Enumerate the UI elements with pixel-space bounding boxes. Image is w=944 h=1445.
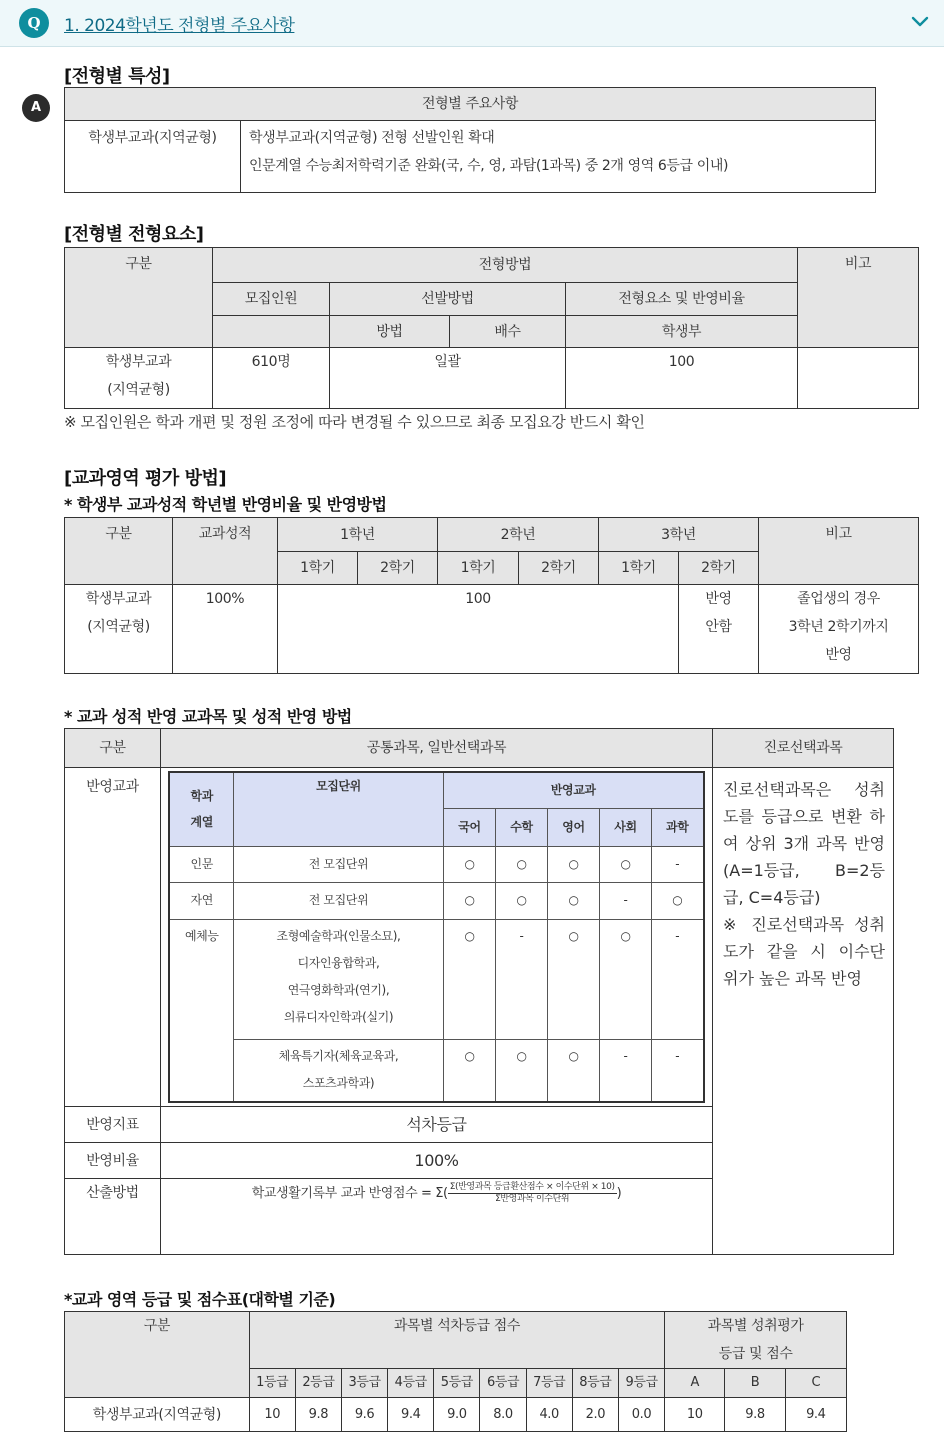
grade-score-table [64,1311,847,1432]
col-gubun-4: 구분 [65,729,161,768]
career-line: 진로선택과목은 성취 [723,780,885,799]
score-cell: 9.4 [785,1398,846,1432]
year-ratio-table [64,517,919,674]
subject-english: 영어 [547,808,599,846]
section4-heading: * 교과 성적 반영 교과목 및 성적 반영 방법 [64,707,352,726]
unit-arts-4: 의류디자인학과(실기) [283,1009,394,1024]
field-humanities: 인문 [169,846,233,882]
unit-natural: 전 모집단위 [233,882,443,919]
excluded-1: 반영 [705,591,732,607]
col-elements: 전형요소 및 반영비율 [566,283,798,316]
year3: 3학년 [599,518,759,552]
col-ach-1: 과목별 성취평가 [707,1318,804,1334]
row-label-1: 학생부교과 [85,591,152,607]
section5-heading: *교과 영역 등급 및 점수표(대학별 기준) [64,1290,336,1309]
recruit-value: 610명 [213,348,330,409]
feature-header: 전형별 주요사항 [65,88,876,121]
grade-header: 7등급 [526,1369,572,1398]
feature-line-2: 인문계열 수능최저학력기준 완화(국, 수, 영, 과탐(1과목) 중 2개 영역 6등급 이내) [249,158,729,174]
col-career: 진로선택과목 [713,729,894,768]
subject-korean: 국어 [443,808,495,846]
index-value: 석차등급 [161,1107,713,1143]
subject-math: 수학 [495,808,547,846]
col-method: 전형방법 [213,248,798,283]
grades-value: 100% [173,585,278,674]
col-multiple: 배수 [450,316,566,348]
mark: - [599,1039,651,1102]
record-value: 100 [566,348,798,409]
score-cell: 10 [665,1398,725,1432]
subject-social: 사회 [599,808,651,846]
mark: ○ [443,1039,495,1102]
grade-header: C [785,1369,846,1398]
grade-header: 6등급 [480,1369,526,1398]
grade-header: B [725,1369,785,1398]
col-way: 방법 [330,316,450,348]
unit-arts-1: 조형예술학과(인물소묘), [276,928,401,943]
mark: ○ [547,846,599,882]
col-record: 학생부 [566,316,798,348]
mark: ○ [547,1039,599,1102]
unit-arts-3: 연극영화학과(연기), [287,982,390,997]
score-row-label: 학생부교과(지역균형) [65,1398,250,1432]
mark: ○ [495,882,547,919]
grade-header: A [665,1369,725,1398]
col-gubun-3: 구분 [65,518,173,585]
formula-denominator: Σ반영과목 이수단위 [495,1194,570,1204]
y3-sem2: 2학기 [679,552,759,585]
formula-fraction [448,1182,617,1205]
subject-science: 과학 [651,808,703,846]
unit-sports-2: 스포츠과학과) [302,1075,375,1090]
y3-sem1: 1학기 [599,552,679,585]
col-gubun: 구분 [65,248,213,348]
a-badge: A [22,94,50,122]
chevron-down-icon[interactable] [910,12,930,32]
elements-table [64,247,919,409]
col-select: 선발방법 [330,283,566,316]
y1-sem2: 2학기 [358,552,438,585]
section3-heading: [교과영역 평가 방법] [64,468,227,489]
mark: - [651,919,703,1039]
col-gubun-5: 구분 [65,1312,250,1398]
bigo-line-3: 반영 [825,647,852,663]
ratio-value: 100 [278,585,679,674]
score-cell: 2.0 [572,1398,618,1432]
field-natural: 자연 [169,882,233,919]
mark: ○ [547,882,599,919]
question-bar[interactable] [0,0,944,47]
subjects-table [64,728,894,1255]
row-subjects: 반영교과 [65,768,161,1107]
feature-table [64,87,876,193]
mark: ○ [599,919,651,1039]
select-value: 일괄 [330,348,566,409]
mark: ○ [599,846,651,882]
y2-sem1: 1학기 [438,552,519,585]
mark: ○ [495,846,547,882]
unit-sports-1: 체육특기자(체육교육과, [278,1048,399,1063]
ratio-value: 100% [161,1143,713,1179]
score-cell: 9.0 [434,1398,480,1432]
grade-header: 2등급 [295,1369,341,1398]
bigo-line-1: 졸업생의 경우 [797,591,880,607]
h-unit: 모집단위 [233,772,443,846]
h-field-2: 계열 [190,815,213,830]
score-cell: 9.6 [341,1398,387,1432]
score-cell: 8.0 [480,1398,526,1432]
field-arts: 예체능 [169,919,233,1102]
inner-subjects-table [168,771,704,1103]
col-common: 공통과목, 일반선택과목 [161,729,713,768]
bigo-line-2: 3학년 2학기까지 [788,619,889,635]
row-label-2: (지역균형) [107,382,170,398]
col-ach-2: 등급 및 점수 [718,1346,793,1362]
grade-header: 5등급 [434,1369,480,1398]
mark: - [651,846,703,882]
mark: ○ [651,882,703,919]
y1-sem1: 1학기 [278,552,358,585]
grade-header: 9등급 [618,1369,664,1398]
feature-line-1: 학생부교과(지역균형) 전형 선발인원 확대 [249,130,495,146]
grade-header: 1등급 [249,1369,295,1398]
col-rank: 과목별 석차등급 점수 [249,1312,665,1369]
year1: 1학년 [278,518,438,552]
mark: ○ [443,919,495,1039]
career-description [713,768,893,992]
mark: ○ [495,1039,547,1102]
col-bigo-3: 비고 [759,518,919,585]
formula-suffix: ) [616,1186,622,1201]
grade-header: 4등급 [388,1369,434,1398]
section1-heading: [전형별 특성] [64,66,170,87]
career-line: 반영(A=1등급, B=2등 [723,834,885,880]
score-cell: 4.0 [526,1398,572,1432]
career-line: 위가 높은 과목 반영 [723,969,862,988]
row-index: 반영지표 [65,1107,161,1143]
year2: 2학년 [438,518,599,552]
unit-arts-2: 디자인융합학과, [297,955,380,970]
mark: - [495,919,547,1039]
q-badge: Q [19,8,49,38]
col-recruit: 모집인원 [213,283,330,316]
formula-numerator: Σ(반영과목 등급환산점수 × 이수단위 × 10) [449,1182,615,1192]
career-line: ※ 진로선택과목 성취 [723,915,885,934]
mark: - [651,1039,703,1102]
score-cell: 0.0 [618,1398,664,1432]
score-cell: 10 [249,1398,295,1432]
grade-header: 8등급 [572,1369,618,1398]
score-cell: 9.8 [725,1398,785,1432]
col-grades: 교과성적 [173,518,278,585]
y2-sem2: 2학기 [519,552,599,585]
row-calc: 산출방법 [65,1179,161,1255]
row-label-1: 학생부교과 [105,354,172,370]
mark: - [599,882,651,919]
section2-heading: [전형별 전형요소] [64,224,204,245]
feature-row-label: 학생부교과(지역균형) [65,121,241,193]
h-subjects: 반영교과 [443,772,703,808]
formula [251,1182,622,1204]
grade-header: 3등급 [341,1369,387,1398]
question-title[interactable]: 1. 2024학년도 전형별 주요사항 [64,16,295,36]
excluded-2: 안함 [705,619,732,635]
career-line: 도가 같을 시 이수단 [723,942,885,961]
career-line: 도를 등급으로 변환 [723,807,862,826]
row-ratio: 반영비율 [65,1143,161,1179]
unit-humanities: 전 모집단위 [233,846,443,882]
career-line: 급, C=4등급) [723,888,821,907]
h-field-1: 학과 [190,789,213,804]
mark: ○ [547,919,599,1039]
mark: ○ [443,882,495,919]
recruit-note: ※ 모집인원은 학과 개편 및 정원 조정에 따라 변경될 수 있으므로 최종 모집요강 반드시 확인 [64,413,645,431]
career-line: 하여 상위 3개 과목 [723,807,885,853]
score-cell: 9.8 [295,1398,341,1432]
section3-subheading: * 학생부 교과성적 학년별 반영비율 및 반영방법 [64,495,387,514]
formula-prefix: 학교생활기록부 교과 반영점수 = Σ( [251,1186,448,1201]
score-cell: 9.4 [388,1398,434,1432]
row-label-2: (지역균형) [87,619,150,635]
col-bigo: 비고 [798,248,919,348]
mark: ○ [443,846,495,882]
